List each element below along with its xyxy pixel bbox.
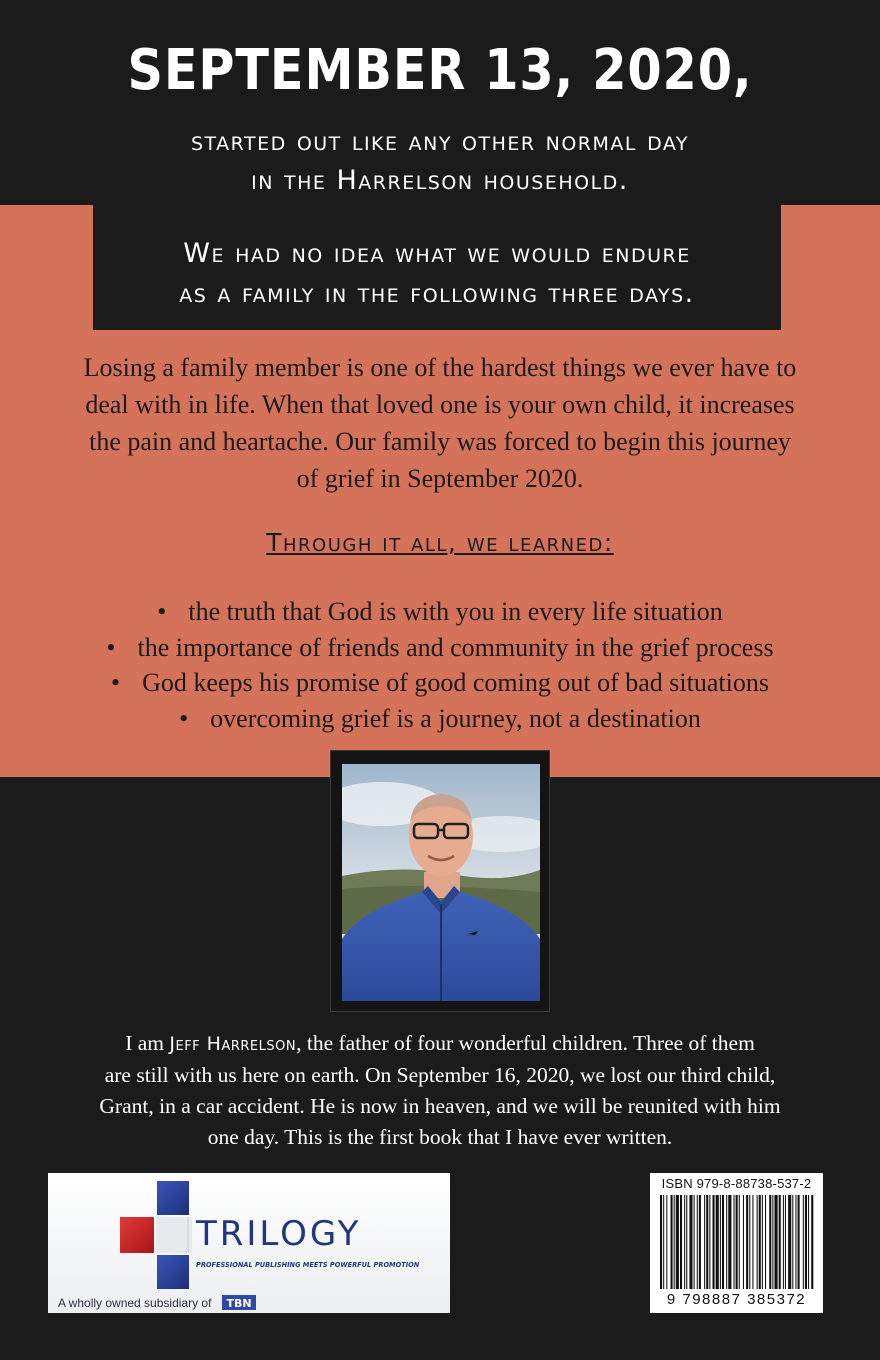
barcode-bar [699, 1195, 701, 1289]
subheadline-line-1: started out like any other normal day [190, 126, 689, 157]
list-item-text: the importance of friends and community in the grief process [137, 632, 774, 662]
publisher-tagline: PROFESSIONAL PUBLISHING MEETS POWERFUL PROMOTION [196, 1261, 420, 1269]
list-item-text: the truth that God is with you in every life situation [188, 597, 723, 626]
list-item [0, 594, 880, 630]
bio-line: are still with us here on earth. On September 16, 2020, we lost our third child, [104, 1063, 776, 1087]
barcode-bar [674, 1195, 675, 1289]
subheadline-line-2: in the Harrelson household. [251, 165, 629, 196]
barcode-bar [743, 1195, 744, 1289]
barcode-bar [772, 1195, 773, 1289]
isbn-number: 9 798887 385372 [666, 1291, 807, 1308]
author-photo [342, 764, 540, 1001]
barcode-bar [704, 1195, 705, 1289]
barcode-bar [660, 1195, 662, 1289]
intro-line: deal with in life. When that loved one is your own child, it increases [85, 390, 795, 419]
barcode-bar [694, 1195, 695, 1289]
barcode-bar [798, 1195, 800, 1289]
publisher-name: TRILOGY [196, 1214, 362, 1254]
barcode-bar [803, 1195, 804, 1289]
barcode-bar [805, 1195, 807, 1289]
list-item-text: God keeps his promise of good coming out of bad situations [142, 668, 769, 697]
barcode-bar [765, 1195, 766, 1289]
bio-line: Grant, in a car accident. He is now in heaven, and we will be reunited with him [99, 1094, 781, 1118]
tbn-logo-text: TBN [226, 1297, 252, 1310]
learned-list [0, 594, 880, 736]
headline: SEPTEMBER 13, 2020, [127, 38, 753, 103]
barcode-bar [808, 1195, 809, 1289]
barcode-bar [676, 1195, 679, 1289]
barcode-bar [689, 1195, 692, 1289]
barcode-bar [736, 1195, 738, 1289]
bio-line: I am Jeff Harrelson, the father of four wonderful children. Three of them [125, 1031, 755, 1055]
barcode-bar [686, 1195, 687, 1289]
barcode-bar [722, 1195, 724, 1289]
bullet-icon: • [106, 632, 116, 662]
barcode-bar [739, 1195, 740, 1289]
barcode-bar [713, 1195, 715, 1289]
barcode-bar [716, 1195, 719, 1289]
barcode-bar [749, 1195, 750, 1289]
barcode-bar [774, 1195, 777, 1289]
barcode-bar [752, 1195, 753, 1289]
barcode-bar [746, 1195, 748, 1289]
list-item [0, 701, 880, 737]
barcode-bar [663, 1195, 664, 1289]
barcode-bar [666, 1195, 667, 1289]
barcode-bars [658, 1195, 815, 1289]
barcode-bar [671, 1195, 673, 1289]
callout-box [93, 205, 781, 330]
barcode-bar [762, 1195, 763, 1289]
barcode-bar [792, 1195, 793, 1289]
author-photo-frame [330, 750, 550, 1012]
author-bio [50, 1028, 830, 1153]
barcode-bar [734, 1195, 735, 1289]
intro-paragraph [40, 349, 840, 497]
bullet-icon: • [157, 597, 167, 626]
barcode-bar [779, 1195, 781, 1289]
barcode-bar [785, 1195, 786, 1289]
publisher-logo [48, 1173, 450, 1313]
barcode-box [650, 1173, 823, 1313]
list-item [0, 630, 880, 666]
subsidiary-text: A wholly owned subsidiary of [58, 1296, 212, 1310]
intro-line: the pain and heartache. Our family was forced to begin this journey [89, 427, 791, 456]
barcode-bar [706, 1195, 708, 1289]
intro-line: of grief in September 2020. [296, 464, 584, 493]
list-item [0, 665, 880, 701]
callout-line-1: We had no idea what we would endure [183, 238, 691, 269]
barcode-bar [757, 1195, 758, 1289]
bullet-icon: • [111, 668, 121, 697]
learned-heading: Through it all, we learned: [266, 528, 614, 557]
callout-line-2: as a family in the following three days. [179, 278, 695, 309]
author-name: Jeff Harrelson [169, 1033, 297, 1055]
barcode-bar [811, 1195, 813, 1289]
isbn-label: ISBN 979-8-88738-537-2 [661, 1176, 812, 1191]
bio-line: one day. This is the first book that I have ever written. [207, 1125, 673, 1149]
barcode-bar [684, 1195, 685, 1289]
bullet-icon: • [179, 703, 189, 733]
barcode-bar [788, 1195, 791, 1289]
barcode-bar [769, 1195, 771, 1289]
barcode-bar [728, 1195, 731, 1289]
barcode-bar [697, 1195, 698, 1289]
intro-line: Losing a family member is one of the hardest things we ever have to [83, 353, 797, 382]
barcode-bar [759, 1195, 761, 1289]
barcode-bar [726, 1195, 727, 1289]
barcode-bar [795, 1195, 796, 1289]
barcode-bar [720, 1195, 721, 1289]
barcode-bar [709, 1195, 710, 1289]
barcode-bar [783, 1195, 784, 1289]
list-item-text: overcoming grief is a journey, not a destination [210, 703, 701, 733]
barcode-bar [680, 1195, 682, 1289]
